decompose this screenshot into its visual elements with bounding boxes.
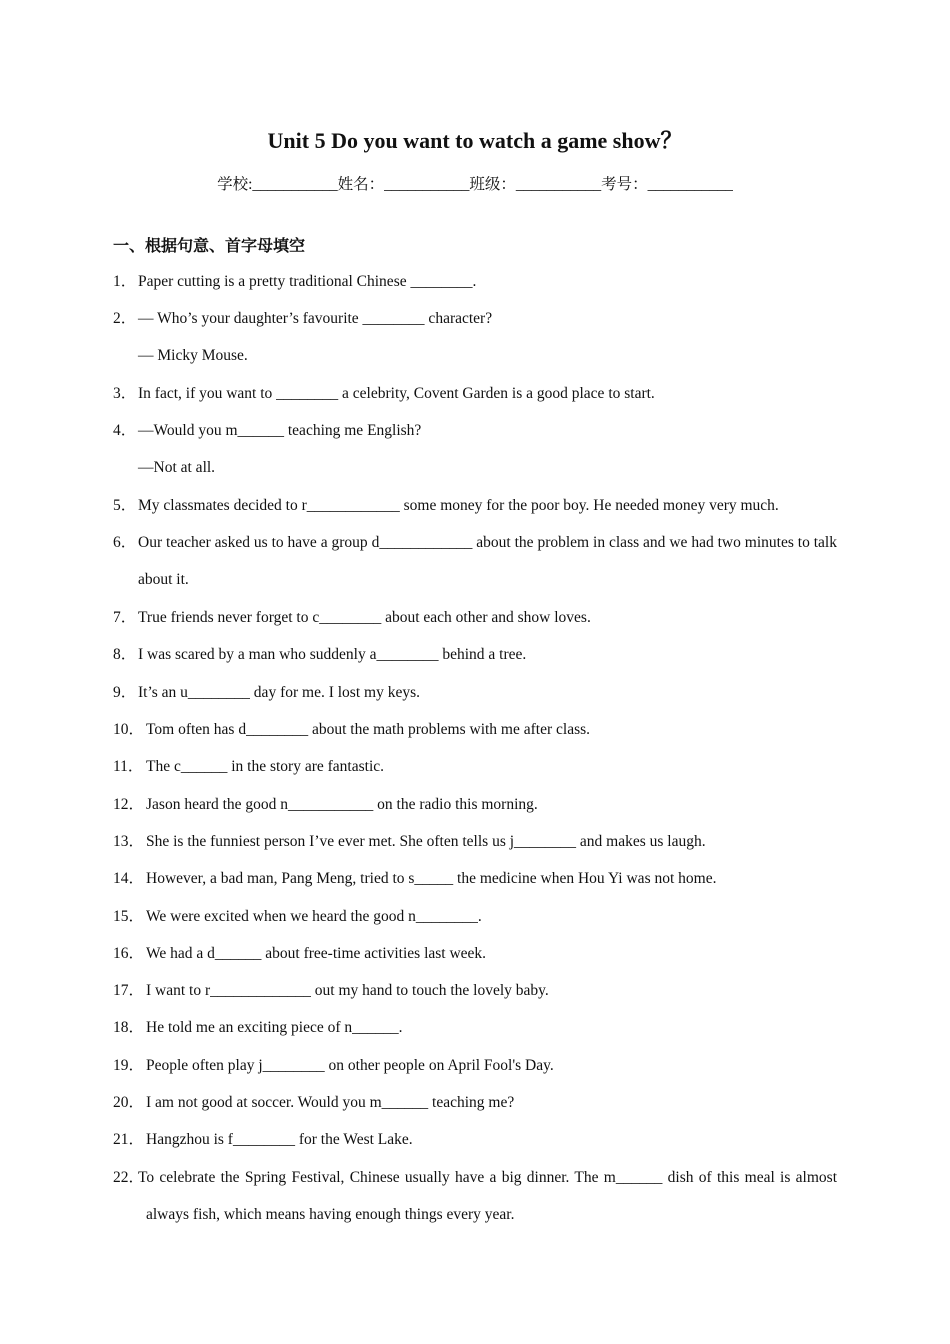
question-item (113, 1121, 837, 1158)
question-text: It’s an u________ day for me. I lost my keys. (138, 684, 420, 701)
question-text: —Would you m______ teaching me English? (138, 422, 422, 439)
question-item (113, 1047, 837, 1084)
question-text: I am not good at soccer. Would you m______ teaching me? (146, 1094, 515, 1111)
question-number: 2． (113, 310, 137, 327)
question-number: 6． (113, 534, 137, 551)
question-item (113, 524, 837, 599)
question-number: 10． (113, 721, 145, 738)
question-number: 9． (113, 684, 137, 701)
question-item (113, 972, 837, 1009)
question-text: In fact, if you want to ________ a celebrity, Covent Garden is a good place to start. (138, 385, 655, 402)
question-item (113, 263, 837, 300)
question-item (113, 1159, 837, 1234)
question-text: We had a d______ about free-time activities last week. (146, 945, 487, 962)
question-text: She is the funniest person I’ve ever met. She often tells us j________ and makes us laugh. (146, 833, 706, 850)
question-number: 3． (113, 385, 137, 402)
question-text: To celebrate the Spring Festival, Chinese usually have a big dinner. The m______ dish of this meal is almost always fish, which means having enough things every year. (138, 1169, 837, 1224)
question-item (113, 375, 837, 412)
question-number: 8． (113, 646, 137, 663)
question-text: I was scared by a man who suddenly a________ behind a tree. (138, 646, 527, 663)
question-text: Hangzhou is f________ for the West Lake. (146, 1131, 413, 1148)
question-text: The c______ in the story are fantastic. (146, 758, 385, 775)
question-text: Jason heard the good n___________ on the radio this morning. (146, 796, 538, 813)
question-text: True friends never forget to c________ about each other and show loves. (138, 609, 591, 626)
question-text: We were excited when we heard the good n________. (146, 908, 482, 925)
question-text: Our teacher asked us to have a group d____________ about the problem in class and we had two minutes to talk about it. (138, 534, 837, 589)
question-number: 18． (113, 1019, 145, 1036)
section-heading: 一、根据句意、首字母填空 (113, 236, 306, 255)
question-item (113, 674, 837, 711)
question-number: 17． (113, 982, 145, 999)
question-text: I want to r_____________ out my hand to touch the lovely baby. (146, 982, 549, 999)
answer-line: — Micky Mouse. (138, 347, 248, 364)
question-number: 5． (113, 497, 137, 514)
question-item (113, 636, 837, 673)
question-item (113, 823, 837, 860)
question-number: 14． (113, 870, 145, 887)
question-text: — Who’s your daughter’s favourite ________ character? (138, 310, 493, 327)
question-item (113, 412, 837, 449)
question-item (113, 935, 837, 972)
student-info-line: 学校:___________姓名：___________班级：___________考号：___________ (217, 176, 733, 193)
question-text: People often play j________ on other people on April Fool's Day. (146, 1057, 554, 1074)
question-number: 19． (113, 1057, 145, 1074)
question-number: 13． (113, 833, 145, 850)
question-text: He told me an exciting piece of n______. (146, 1019, 403, 1036)
question-number: 21． (113, 1131, 145, 1148)
question-number: 15． (113, 908, 145, 925)
question-item (113, 599, 837, 636)
question-number: 4． (113, 422, 137, 439)
question-number: 22． (113, 1169, 145, 1186)
question-number: 20． (113, 1094, 145, 1111)
question-number: 11． (113, 758, 144, 775)
question-item (113, 748, 837, 785)
question-item (113, 1084, 837, 1121)
question-text: However, a bad man, Pang Meng, tried to s_____ the medicine when Hou Yi was not home. (146, 870, 717, 887)
question-number: 16． (113, 945, 145, 962)
question-text: My classmates decided to r____________ some money for the poor boy. He needed money very much. (138, 497, 779, 514)
page-title: Unit 5 Do you want to watch a game show？ (267, 128, 683, 153)
question-text: Tom often has d________ about the math problems with me after class. (146, 721, 591, 738)
answer-line: —Not at all. (138, 459, 216, 476)
question-item (113, 786, 837, 823)
question-text: Paper cutting is a pretty traditional Chinese ________. (138, 273, 477, 290)
question-item (113, 300, 837, 337)
question-item (113, 487, 837, 524)
question-item (113, 860, 837, 897)
question-item (113, 1009, 837, 1046)
question-number: 1． (113, 273, 137, 290)
question-number: 7． (113, 609, 137, 626)
question-item (113, 898, 837, 935)
question-number: 12． (113, 796, 145, 813)
question-item (113, 711, 837, 748)
